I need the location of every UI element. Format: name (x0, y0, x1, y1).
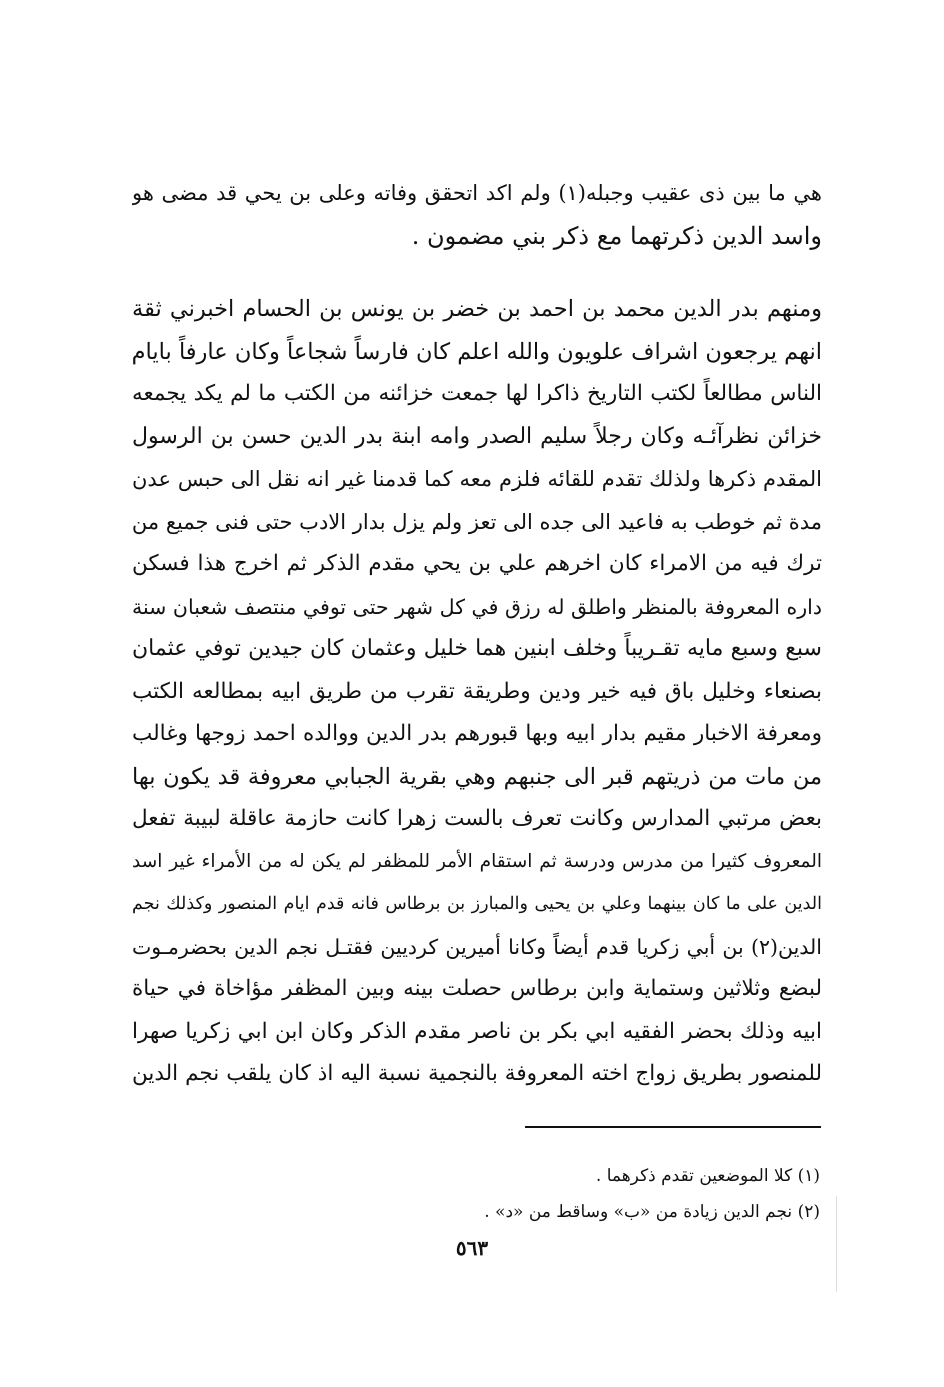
text-line: ابيه وذلك بحضر الفقيه ابي بكر بن ناصر مقدم الذكر وكان ابن ابي زكريا صهرا (132, 1018, 822, 1044)
text-line: داره المعروفة بالمنظر واطلق له رزق في كل شهر حتى توفي منتصف شعبان سنة (132, 594, 822, 619)
paragraph-1 (132, 172, 822, 257)
text-line: الناس مطالعاً لكتب التاريخ ذاكرا لها جمعت خزائنه من الكتب ما لم يكد يجمعه (132, 381, 822, 406)
scan-artifact-line (836, 1196, 837, 1292)
text-line: انهم يرجعون اشراف علويون والله اعلم كان فارساً شجاعاً وكان عارفاً بايام (132, 338, 822, 365)
text-line: ومعرفة الاخبار مقيم بدار ابيه وبها قبورهم بدر الدين ووالده احمد زوجها وغالب (132, 721, 822, 746)
text-line: الدين(٢) بن أبي زكريا قدم أيضاً وكانا أميرين كرديين فقتـل نجم الدين بحضرمـوت (132, 934, 822, 959)
text-line: واسد الدين ذكرتهما مع ذكر بني مضمون . (411, 221, 822, 250)
footnote-divider (525, 1126, 821, 1128)
text-line: من مات من ذريتهم قبر الى جنبهم وهي بقرية الجبابي معروفة قد يكون بها (132, 763, 822, 790)
footnote-2: (٢) نجم الدين زيادة من «ب» وساقط من «د» . (484, 1202, 820, 1222)
text-line: سبع وسبع مايه تقـريباً وخلف ابنين هما خليل وعثمان كان جيدين توفي عثمان (132, 636, 822, 661)
text-line: ترك فيه من الامراء كان اخرهم علي بن يحي مقدم الذكر ثم اخرج هذا فسكن (132, 551, 822, 576)
paragraph-2 (132, 288, 822, 1096)
text-line: الدين على ما كان بينهما وعلي بن يحيى والمبارز بن برطاس فانه قدم ايام المنصور وكذلك نجم (132, 894, 822, 914)
text-line: خزائن نظرآئـه وكان رجلاً سليم الصدر وامه ابنة بدر الدين حسن بن الرسول (132, 423, 822, 449)
text-line: المقدم ذكرها ولذلك تقدم للقائه فلزم معه كما قدمنا غير انه نقل الى حبس عدن (132, 467, 822, 491)
text-line: هي ما بين ذى عقيب وجبله(١) ولم اكد اتحقق وفاته وعلى بن يحي قد مضى هو (132, 181, 822, 205)
page-number: ٥٦٣ (455, 1236, 489, 1260)
footnotes (220, 1158, 820, 1230)
text-line: لبضع وثلاثين وستماية وابن برطاس حصلت بينه وبين المظفر مؤاخاة في حياة (132, 976, 822, 1001)
text-line: بصنعاء وخليل باق فيه خير ودين وطريقة تقرب من طريق ابيه بمطالعه الكتب (132, 678, 822, 704)
footnote-1: (١) كلا الموضعين تقدم ذكرهما . (595, 1166, 820, 1186)
text-line: ومنهم بدر الدين محمد بن احمد بن خضر بن يونس بن الحسام اخبرني ثقة (132, 296, 822, 322)
text-line: للمنصور بطريق زواج اخته المعروفة بالنجمية نسبة اليه اذ كان يلقب نجم الدين (132, 1061, 822, 1086)
text-line: بعض مرتبي المدارس وكانت تعرف بالست زهرا كانت حازمة عاقلة لبيبة تفعل (132, 806, 822, 831)
text-line: المعروف كثيرا من مدرس ودرسة ثم استقام الأمر للمظفر لم يكن له من الأمراء غير اسد (132, 850, 822, 872)
text-line: مدة ثم خوطب به فاعيد الى جده الى تعز ولم يزل بدار الادب حتى فنى جميع من (132, 509, 822, 534)
